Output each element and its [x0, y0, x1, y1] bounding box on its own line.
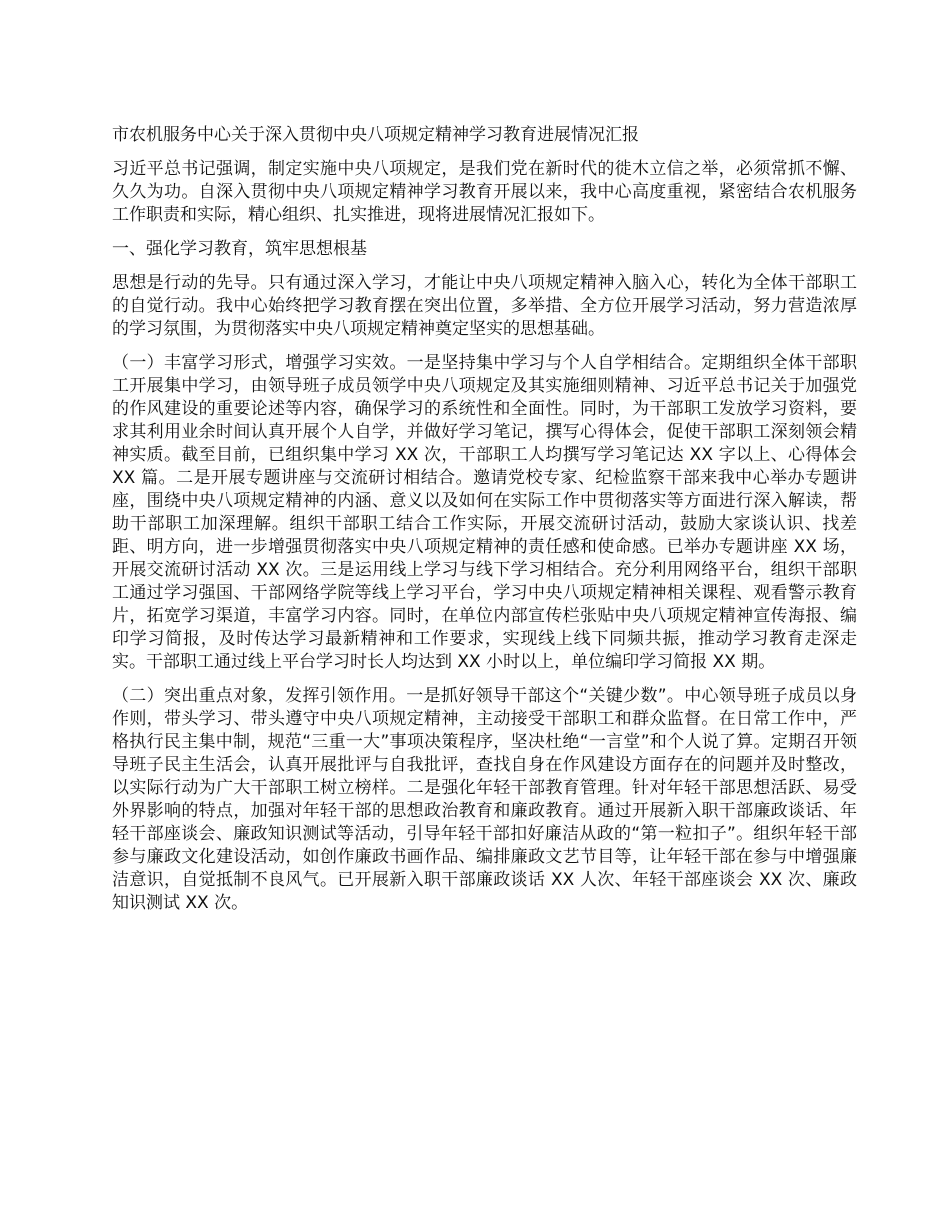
subsection-2-paragraph: （二）突出重点对象，发挥引领作用。一是抓好领导干部这个“关键少数”。中心领导班子成员以身作则，带头学习、带头遵守中央八项规定精神，主动接受干部职工和群众监督。在日常工作中，严格执行民主集中制，规范“三重一大”事项决策程序，坚决杜绝“一言堂”和个人说了算。定期召开领导班子民主生活会，认真开展批评与自我批评，查找自身在作风建设方面存在的问题并及时整改，以实际行动为广大干部职工树立榜样。二是强化年轻干部教育管理。针对年轻干部思想活跃、易受外界影响的特点，加强对年轻干部的思想政治教育和廉政教育。通过开展新入职干部廉政谈话、年轻干部座谈会、廉政知识测试等活动，引导年轻干部扣好廉洁从政的“第一粒扣子”。组织年轻干部参与廉政文化建设活动，如创作廉政书画作品、编排廉政文艺节目等，让年轻干部在参与中增强廉洁意识，自觉抵制不良风气。已开展新入职干部廉政谈话 XX 人次、年轻干部座谈会 XX 次、廉政知识测试 XX 次。 — [112, 686, 857, 913]
subsection-1-paragraph: （一）丰富学习形式，增强学习实效。一是坚持集中学习与个人自学相结合。定期组织全体干部职工开展集中学习，由领导班子成员领学中央八项规定及其实施细则精神、习近平总书记关于加强党的作风建设的重要论述等内容，确保学习的系统性和全面性。同时，为干部职工发放学习资料，要求其利用业余时间认真开展个人自学，并做好学习笔记，撰写心得体会，促使干部职工深刻领会精神实质。截至目前，已组织集中学习 XX 次，干部职工人均撰写学习笔记达 XX 字以上、心得体会 XX 篇。二是开展专题讲座与交流研讨相结合。邀请党校专家、纪检监察干部来我中心举办专题讲座，围绕中央八项规定精神的内涵、意义以及如何在实际工作中贯彻落实等方面进行深入解读，帮助干部职工加深理解。组织干部职工结合工作实际，开展交流研讨活动，鼓励大家谈认识、找差距、明方向，进一步增强贯彻落实中央八项规定精神的责任感和使命感。已举办专题讲座 XX 场，开展交流研讨活动 XX 次。三是运用线上学习与线下学习相结合。充分利用网络平台，组织干部职工通过学习强国、干部网络学院等线上学习平台，学习中央八项规定精神相关课程、观看警示教育片，拓宽学习渠道，丰富学习内容。同时，在单位内部宣传栏张贴中央八项规定精神宣传海报、编印学习简报，及时传达学习最新精神和工作要求，实现线上线下同频共振，推动学习教育走深走实。干部职工通过线上平台学习时长人均达到 XX 小时以上，单位编印学习简报 XX 期。 — [112, 353, 857, 672]
document-title: 市农机服务中心关于深入贯彻中央八项规定精神学习教育进展情况汇报 — [112, 125, 639, 145]
section-1-heading: 一、强化学习教育，筑牢思想根基 — [112, 239, 367, 259]
section-1-intro-paragraph: 思想是行动的先导。只有通过深入学习，才能让中央八项规定精神入脑入心，转化为全体干部职工的自觉行动。我中心始终把学习教育摆在突出位置，多举措、全方位开展学习活动，努力营造浓厚的学习氛围，为贯彻落实中央八项规定精神奠定坚实的思想基础。 — [112, 273, 857, 339]
document-page — [112, 124, 857, 926]
intro-paragraph: 习近平总书记强调，制定实施中央八项规定，是我们党在新时代的徙木立信之举，必须常抓不懈、久久为功。自深入贯彻中央八项规定精神学习教育开展以来，我中心高度重视，紧密结合农机服务工作职责和实际，精心组织、扎实推进，现将进展情况汇报如下。 — [112, 159, 857, 225]
